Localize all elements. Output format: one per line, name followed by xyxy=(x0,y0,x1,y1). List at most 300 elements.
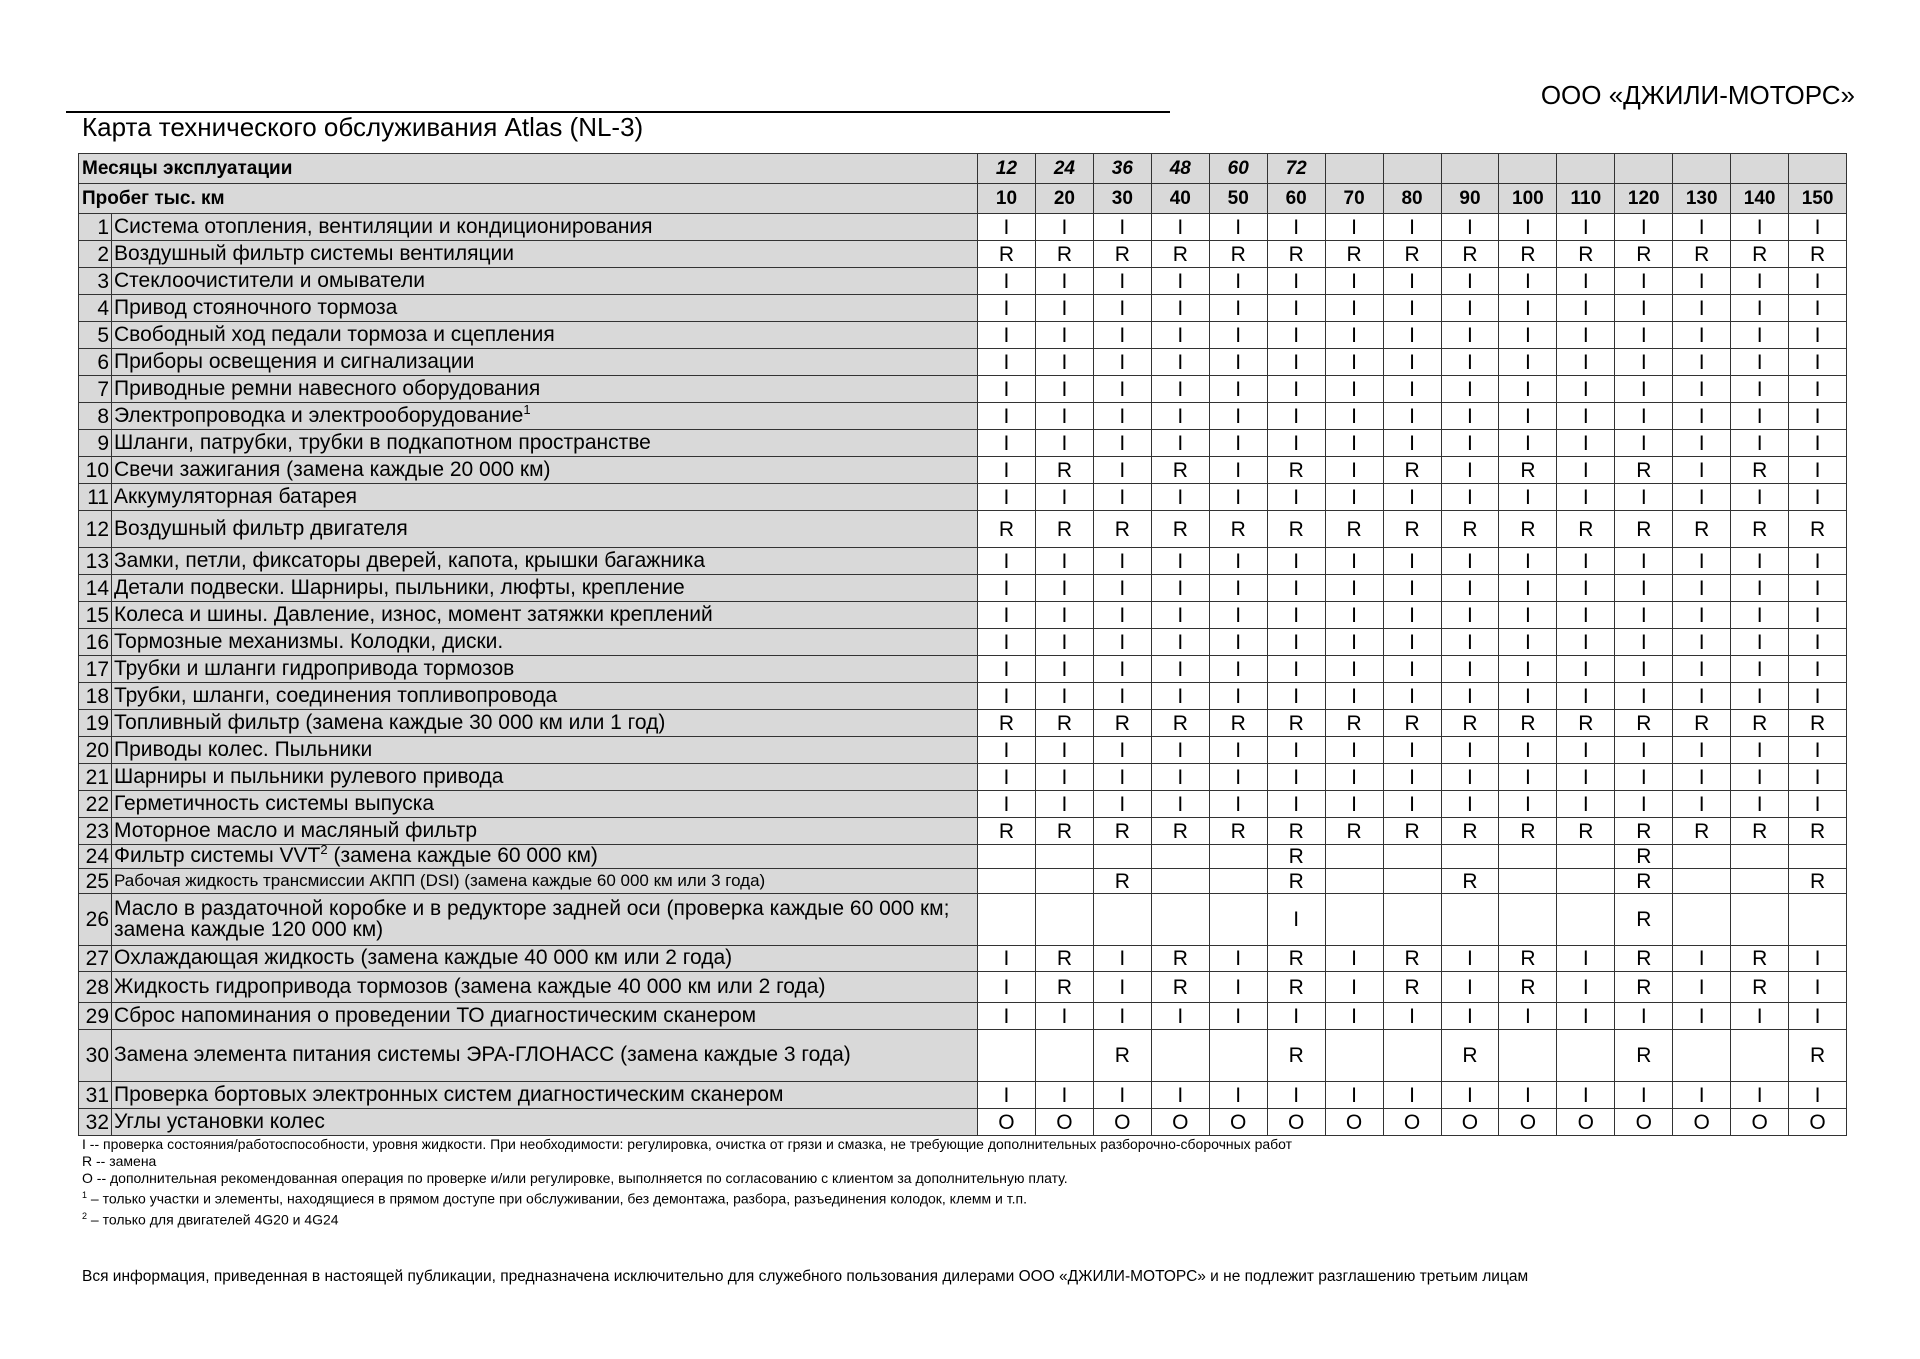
row-name xyxy=(112,683,978,710)
schedule-cell: I xyxy=(1789,683,1847,710)
row-name-text: Свободный ход педали тормоза и сцепления xyxy=(114,322,555,346)
schedule-cell xyxy=(1441,845,1499,869)
row-name xyxy=(112,484,978,511)
km-cell: 130 xyxy=(1673,184,1731,214)
schedule-cell: I xyxy=(1151,548,1209,575)
row-number: 22 xyxy=(79,791,112,818)
schedule-cell: R xyxy=(1383,972,1441,1003)
schedule-cell: I xyxy=(1209,1003,1267,1030)
schedule-cell: I xyxy=(1441,575,1499,602)
schedule-cell: R xyxy=(1325,818,1383,845)
schedule-cell: I xyxy=(1673,484,1731,511)
schedule-cell: I xyxy=(1673,349,1731,376)
km-cell: 60 xyxy=(1267,184,1325,214)
schedule-cell: I xyxy=(1093,737,1151,764)
schedule-cell: I xyxy=(1383,295,1441,322)
schedule-cell: R xyxy=(1035,241,1093,268)
schedule-cell: I xyxy=(1093,403,1151,430)
schedule-cell: I xyxy=(1325,629,1383,656)
schedule-cell: R xyxy=(1209,710,1267,737)
schedule-cell: R xyxy=(1557,710,1615,737)
schedule-cell: I xyxy=(1441,376,1499,403)
schedule-cell: R xyxy=(1499,511,1557,548)
row-name xyxy=(112,322,978,349)
row-name-text: Приборы освещения и сигнализации xyxy=(114,349,475,373)
schedule-cell: I xyxy=(1035,376,1093,403)
row-name xyxy=(112,295,978,322)
row-name xyxy=(112,575,978,602)
schedule-cell: O xyxy=(978,1109,1036,1136)
schedule-cell: I xyxy=(1731,791,1789,818)
schedule-cell: I xyxy=(1499,430,1557,457)
schedule-cell: I xyxy=(1441,214,1499,241)
row-name-text: Воздушный фильтр двигателя xyxy=(114,516,408,540)
schedule-cell: I xyxy=(1093,1082,1151,1109)
maintenance-table xyxy=(78,153,1847,1136)
schedule-cell: I xyxy=(1035,548,1093,575)
row-name xyxy=(112,1003,978,1030)
schedule-cell: O xyxy=(1267,1109,1325,1136)
row-number: 8 xyxy=(79,403,112,430)
schedule-cell: I xyxy=(1267,602,1325,629)
schedule-cell: I xyxy=(1499,214,1557,241)
schedule-cell: I xyxy=(1267,656,1325,683)
schedule-cell: I xyxy=(1383,484,1441,511)
schedule-cell: I xyxy=(1151,349,1209,376)
km-cell: 50 xyxy=(1209,184,1267,214)
schedule-cell: I xyxy=(1731,548,1789,575)
schedule-cell: R xyxy=(1267,972,1325,1003)
schedule-cell: I xyxy=(1731,214,1789,241)
schedule-cell xyxy=(1209,869,1267,894)
row-name xyxy=(112,869,978,894)
schedule-cell xyxy=(1383,845,1441,869)
schedule-cell: I xyxy=(1267,1082,1325,1109)
schedule-cell: I xyxy=(1673,214,1731,241)
schedule-cell: I xyxy=(1615,683,1673,710)
row-name-text-after: (замена каждые 60 000 км) xyxy=(327,844,598,868)
month-cell xyxy=(1615,154,1673,184)
schedule-cell: I xyxy=(1673,1082,1731,1109)
schedule-cell: I xyxy=(1209,349,1267,376)
schedule-cell: I xyxy=(1267,764,1325,791)
schedule-cell: I xyxy=(1557,295,1615,322)
schedule-cell: I xyxy=(1383,764,1441,791)
schedule-cell: I xyxy=(978,683,1036,710)
row-name xyxy=(112,376,978,403)
schedule-cell: R xyxy=(1325,511,1383,548)
row-name-text: Фильтр системы VVT xyxy=(114,844,321,868)
table-row xyxy=(79,764,1847,791)
schedule-cell: I xyxy=(1789,430,1847,457)
month-cell: 72 xyxy=(1267,154,1325,184)
schedule-cell: R xyxy=(1151,946,1209,972)
schedule-cell: I xyxy=(1093,268,1151,295)
schedule-cell: R xyxy=(1441,869,1499,894)
schedule-cell: I xyxy=(1035,322,1093,349)
schedule-cell: I xyxy=(978,295,1036,322)
footnote-ref: 1 xyxy=(523,402,531,417)
schedule-cell: I xyxy=(1615,349,1673,376)
schedule-cell: R xyxy=(1209,818,1267,845)
schedule-cell: I xyxy=(1267,1003,1325,1030)
schedule-cell: I xyxy=(1789,349,1847,376)
row-name-text: Масло в раздаточной коробке и в редукторе задней оси (проверка каждые 60 000 км; замена каждые 120 000 км) xyxy=(114,896,950,941)
schedule-cell: I xyxy=(1673,322,1731,349)
schedule-cell: I xyxy=(1035,349,1093,376)
page-title: Карта технического обслуживания Atlas (NL-3) xyxy=(82,112,644,142)
schedule-cell: I xyxy=(1441,295,1499,322)
schedule-cell xyxy=(1035,1030,1093,1082)
schedule-cell: I xyxy=(1615,764,1673,791)
schedule-cell: I xyxy=(978,629,1036,656)
schedule-cell: R xyxy=(1325,241,1383,268)
schedule-cell: I xyxy=(1499,268,1557,295)
schedule-cell: R xyxy=(1615,457,1673,484)
schedule-cell xyxy=(1383,1030,1441,1082)
schedule-cell: I xyxy=(1267,214,1325,241)
schedule-cell: I xyxy=(1209,683,1267,710)
schedule-cell: R xyxy=(1325,710,1383,737)
schedule-cell: I xyxy=(1035,683,1093,710)
table-row xyxy=(79,972,1847,1003)
schedule-cell: R xyxy=(1557,241,1615,268)
schedule-cell: R xyxy=(1789,511,1847,548)
month-cell xyxy=(1383,154,1441,184)
row-number: 30 xyxy=(79,1030,112,1082)
schedule-cell: I xyxy=(1731,602,1789,629)
schedule-cell xyxy=(1035,845,1093,869)
schedule-cell: R xyxy=(1093,818,1151,845)
km-cell: 40 xyxy=(1151,184,1209,214)
row-number: 4 xyxy=(79,295,112,322)
schedule-cell: I xyxy=(1789,548,1847,575)
month-cell: 60 xyxy=(1209,154,1267,184)
km-cell: 10 xyxy=(978,184,1036,214)
row-number: 19 xyxy=(79,710,112,737)
schedule-cell: I xyxy=(1789,403,1847,430)
schedule-cell: I xyxy=(1441,548,1499,575)
schedule-cell: I xyxy=(1035,1003,1093,1030)
schedule-cell: I xyxy=(1267,575,1325,602)
schedule-cell: O xyxy=(1731,1109,1789,1136)
km-label: Пробег тыс. км xyxy=(79,184,978,214)
schedule-cell: I xyxy=(1209,457,1267,484)
schedule-cell: R xyxy=(1383,818,1441,845)
schedule-cell: R xyxy=(1093,1030,1151,1082)
schedule-cell: I xyxy=(1325,548,1383,575)
schedule-cell: R xyxy=(1151,818,1209,845)
schedule-cell: I xyxy=(1093,457,1151,484)
row-name xyxy=(112,710,978,737)
table-row xyxy=(79,1030,1847,1082)
schedule-cell xyxy=(1151,1030,1209,1082)
header-row-km xyxy=(79,184,1847,214)
row-number: 10 xyxy=(79,457,112,484)
schedule-cell: I xyxy=(1499,1082,1557,1109)
row-number: 28 xyxy=(79,972,112,1003)
schedule-cell: I xyxy=(1557,457,1615,484)
schedule-cell: I xyxy=(1673,656,1731,683)
schedule-cell: I xyxy=(1557,1003,1615,1030)
schedule-cell: I xyxy=(1325,484,1383,511)
schedule-cell: I xyxy=(1151,322,1209,349)
km-cell: 140 xyxy=(1731,184,1789,214)
schedule-cell: I xyxy=(1441,737,1499,764)
schedule-cell: I xyxy=(1035,737,1093,764)
schedule-cell: I xyxy=(1499,322,1557,349)
schedule-cell: I xyxy=(1209,376,1267,403)
row-name xyxy=(112,894,978,946)
schedule-cell: O xyxy=(1441,1109,1499,1136)
schedule-cell: O xyxy=(1093,1109,1151,1136)
schedule-cell: I xyxy=(1267,484,1325,511)
row-number: 2 xyxy=(79,241,112,268)
header-row-months xyxy=(79,154,1847,184)
schedule-cell: I xyxy=(1383,683,1441,710)
schedule-cell: R xyxy=(1209,511,1267,548)
schedule-cell: R xyxy=(1789,869,1847,894)
schedule-cell: R xyxy=(1615,241,1673,268)
row-number: 27 xyxy=(79,946,112,972)
schedule-cell: I xyxy=(1151,214,1209,241)
table-row xyxy=(79,322,1847,349)
schedule-cell xyxy=(978,845,1036,869)
schedule-cell: I xyxy=(1035,403,1093,430)
schedule-cell: I xyxy=(1557,214,1615,241)
schedule-cell: I xyxy=(1673,629,1731,656)
schedule-cell: I xyxy=(1151,737,1209,764)
schedule-cell xyxy=(1673,1030,1731,1082)
schedule-cell: I xyxy=(1325,214,1383,241)
row-number: 16 xyxy=(79,629,112,656)
schedule-cell: R xyxy=(1151,972,1209,1003)
schedule-cell: I xyxy=(1499,602,1557,629)
schedule-cell: R xyxy=(1499,972,1557,1003)
schedule-cell: I xyxy=(1441,1003,1499,1030)
footnote-ref: 2 xyxy=(320,844,328,858)
schedule-cell: I xyxy=(1499,548,1557,575)
month-cell: 48 xyxy=(1151,154,1209,184)
schedule-cell: I xyxy=(1151,295,1209,322)
schedule-cell: I xyxy=(1789,629,1847,656)
schedule-cell: I xyxy=(1209,295,1267,322)
schedule-cell: I xyxy=(1325,268,1383,295)
row-name-text: Рабочая жидкость трансмиссии АКПП (DSI) (замена каждые 60 000 км или 3 года) xyxy=(114,870,766,890)
schedule-cell: I xyxy=(1035,575,1093,602)
table-row xyxy=(79,1082,1847,1109)
schedule-cell: I xyxy=(1557,484,1615,511)
schedule-cell: I xyxy=(1731,484,1789,511)
schedule-cell xyxy=(1789,894,1847,946)
schedule-cell: I xyxy=(1615,430,1673,457)
table-row xyxy=(79,575,1847,602)
schedule-cell: I xyxy=(978,791,1036,818)
row-name-text: Аккумуляторная батарея xyxy=(114,484,357,508)
schedule-cell: I xyxy=(1383,1082,1441,1109)
row-name-text: Электропроводка и электрооборудование xyxy=(114,403,524,427)
schedule-cell: I xyxy=(1557,946,1615,972)
table-row xyxy=(79,511,1847,548)
schedule-cell: I xyxy=(1035,629,1093,656)
schedule-cell: I xyxy=(1035,602,1093,629)
row-number: 5 xyxy=(79,322,112,349)
schedule-cell: R xyxy=(1267,457,1325,484)
schedule-cell: R xyxy=(1035,710,1093,737)
schedule-cell: I xyxy=(1441,457,1499,484)
schedule-cell: I xyxy=(1557,737,1615,764)
schedule-cell: R xyxy=(1035,972,1093,1003)
row-name-text: Детали подвески. Шарниры, пыльники, люфты, крепление xyxy=(114,575,685,599)
schedule-cell: I xyxy=(1093,656,1151,683)
schedule-cell: I xyxy=(1789,457,1847,484)
schedule-cell: I xyxy=(1325,656,1383,683)
row-number: 6 xyxy=(79,349,112,376)
schedule-cell: I xyxy=(1673,575,1731,602)
schedule-cell: I xyxy=(1673,403,1731,430)
schedule-cell: I xyxy=(1209,268,1267,295)
schedule-cell xyxy=(1209,1030,1267,1082)
schedule-cell: I xyxy=(1615,791,1673,818)
schedule-cell xyxy=(1557,845,1615,869)
schedule-cell xyxy=(1209,845,1267,869)
schedule-cell: I xyxy=(1383,268,1441,295)
row-number: 32 xyxy=(79,1109,112,1136)
schedule-cell: R xyxy=(1441,1030,1499,1082)
table-row xyxy=(79,869,1847,894)
schedule-cell: I xyxy=(1325,457,1383,484)
schedule-cell: R xyxy=(1093,511,1151,548)
schedule-cell: I xyxy=(1383,629,1441,656)
row-name-text: Стеклоочистители и омыватели xyxy=(114,268,426,292)
schedule-cell xyxy=(1383,894,1441,946)
schedule-cell: I xyxy=(1325,430,1383,457)
schedule-cell: I xyxy=(1383,602,1441,629)
schedule-cell: R xyxy=(1499,818,1557,845)
schedule-cell: R xyxy=(1615,710,1673,737)
schedule-cell xyxy=(1499,894,1557,946)
schedule-cell: I xyxy=(1209,764,1267,791)
schedule-cell: I xyxy=(1151,403,1209,430)
schedule-cell: R xyxy=(1615,818,1673,845)
row-name xyxy=(112,430,978,457)
schedule-cell: I xyxy=(1325,403,1383,430)
schedule-cell: I xyxy=(1267,349,1325,376)
row-number: 14 xyxy=(79,575,112,602)
schedule-cell xyxy=(1151,894,1209,946)
month-cell xyxy=(1731,154,1789,184)
schedule-cell: I xyxy=(1209,484,1267,511)
schedule-cell: I xyxy=(1789,1082,1847,1109)
schedule-cell: I xyxy=(1789,791,1847,818)
row-name-text: Охлаждающая жидкость (замена каждые 40 000 км или 2 года) xyxy=(114,946,733,970)
schedule-cell: I xyxy=(1499,484,1557,511)
schedule-cell: I xyxy=(1731,295,1789,322)
schedule-cell: R xyxy=(1499,457,1557,484)
row-name-text: Замки, петли, фиксаторы дверей, капота, крышки багажника xyxy=(114,548,705,572)
schedule-cell: I xyxy=(1557,548,1615,575)
schedule-cell: I xyxy=(1557,602,1615,629)
schedule-cell: R xyxy=(1789,818,1847,845)
schedule-cell: I xyxy=(1789,295,1847,322)
table-row xyxy=(79,484,1847,511)
schedule-cell: R xyxy=(978,511,1036,548)
table-row xyxy=(79,268,1847,295)
schedule-cell: I xyxy=(1093,548,1151,575)
schedule-cell: I xyxy=(1673,295,1731,322)
schedule-cell: I xyxy=(1267,322,1325,349)
schedule-cell: I xyxy=(1151,376,1209,403)
schedule-cell: O xyxy=(1673,1109,1731,1136)
schedule-cell xyxy=(978,894,1036,946)
km-cell: 110 xyxy=(1557,184,1615,214)
schedule-cell: I xyxy=(1557,972,1615,1003)
schedule-cell: I xyxy=(1209,602,1267,629)
schedule-cell: I xyxy=(1731,683,1789,710)
table-row xyxy=(79,629,1847,656)
schedule-cell: R xyxy=(1731,457,1789,484)
schedule-cell xyxy=(1209,894,1267,946)
schedule-cell: I xyxy=(1615,1003,1673,1030)
footnote-1 xyxy=(82,1187,1292,1208)
row-number: 25 xyxy=(79,869,112,894)
schedule-cell: I xyxy=(978,946,1036,972)
row-number: 3 xyxy=(79,268,112,295)
row-name-text: Колеса и шины. Давление, износ, момент затяжки креплений xyxy=(114,602,713,626)
table-row xyxy=(79,818,1847,845)
row-number: 29 xyxy=(79,1003,112,1030)
schedule-cell: I xyxy=(1673,602,1731,629)
schedule-cell: I xyxy=(978,457,1036,484)
schedule-cell: I xyxy=(978,322,1036,349)
schedule-cell: I xyxy=(1731,629,1789,656)
schedule-cell: I xyxy=(1267,791,1325,818)
schedule-cell xyxy=(1383,869,1441,894)
schedule-cell: I xyxy=(1789,268,1847,295)
schedule-cell: R xyxy=(1267,511,1325,548)
schedule-cell: I xyxy=(1441,764,1499,791)
schedule-cell xyxy=(1035,869,1093,894)
schedule-cell: I xyxy=(1093,972,1151,1003)
schedule-cell: I xyxy=(1789,322,1847,349)
row-name xyxy=(112,511,978,548)
row-name-text: Приводные ремни навесного оборудования xyxy=(114,376,541,400)
schedule-cell: I xyxy=(1731,430,1789,457)
table-row xyxy=(79,376,1847,403)
schedule-cell xyxy=(1673,894,1731,946)
table-row xyxy=(79,457,1847,484)
row-name xyxy=(112,457,978,484)
row-name xyxy=(112,602,978,629)
table-row xyxy=(79,656,1847,683)
schedule-cell: I xyxy=(1673,376,1731,403)
schedule-cell: I xyxy=(1731,1082,1789,1109)
row-name-text: Привод стояночного тормоза xyxy=(114,295,398,319)
schedule-cell: R xyxy=(1093,869,1151,894)
schedule-cell: I xyxy=(1789,946,1847,972)
table-row xyxy=(79,403,1847,430)
schedule-cell: I xyxy=(1615,1082,1673,1109)
schedule-cell: I xyxy=(1267,403,1325,430)
schedule-cell: I xyxy=(1441,683,1499,710)
schedule-cell: I xyxy=(1673,946,1731,972)
schedule-cell: I xyxy=(1383,737,1441,764)
schedule-cell: I xyxy=(1383,548,1441,575)
schedule-cell: I xyxy=(1383,214,1441,241)
schedule-cell: I xyxy=(1093,376,1151,403)
schedule-cell: I xyxy=(1151,1082,1209,1109)
table-row xyxy=(79,602,1847,629)
